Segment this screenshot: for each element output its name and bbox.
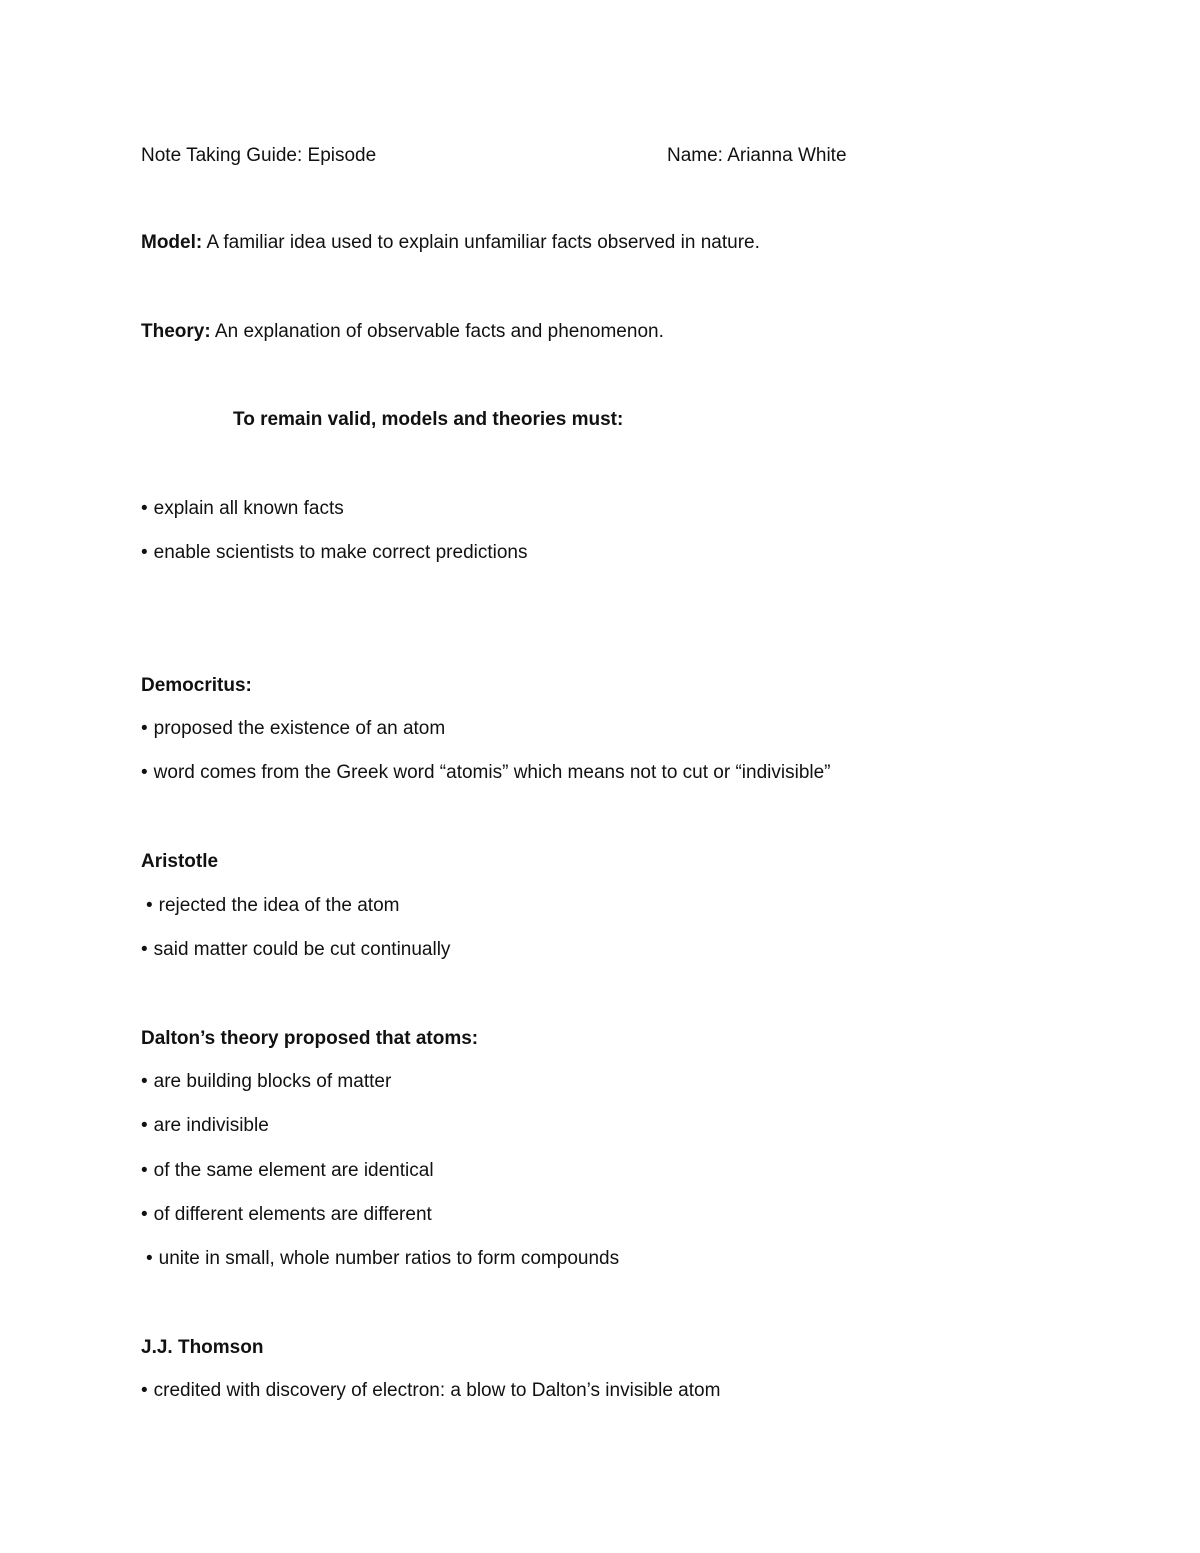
guide-title: Note Taking Guide: Episode xyxy=(141,145,377,166)
model-definition xyxy=(141,231,760,255)
democritus-item: • word comes from the Greek word “atomis” which means not to cut or “indivisible” xyxy=(141,761,831,785)
thomson-heading: J.J. Thomson xyxy=(141,1337,264,1358)
aristotle-item: • said matter could be cut continually xyxy=(141,938,450,962)
dalton-item: • unite in small, whole number ratios to form compounds xyxy=(146,1247,619,1271)
validity-item: • enable scientists to make correct predictions xyxy=(141,541,528,565)
thomson-item: • credited with discovery of electron: a blow to Dalton’s invisible atom xyxy=(141,1379,720,1403)
dalton-item: • are indivisible xyxy=(141,1114,269,1138)
theory-text: An explanation of observable facts and phenomenon. xyxy=(214,321,664,342)
validity-item: • explain all known facts xyxy=(141,497,344,521)
democritus-item: • proposed the existence of an atom xyxy=(141,717,445,741)
democritus-heading: Democritus: xyxy=(141,675,252,696)
dalton-item: • of different elements are different xyxy=(141,1203,432,1227)
theory-term: Theory: xyxy=(141,321,211,342)
aristotle-item: • rejected the idea of the atom xyxy=(146,894,399,918)
model-text: A familiar idea used to explain unfamiliar facts observed in nature. xyxy=(206,232,760,253)
validity-heading: To remain valid, models and theories must: xyxy=(233,409,624,430)
dalton-item: • are building blocks of matter xyxy=(141,1070,391,1094)
theory-definition xyxy=(141,320,664,344)
dalton-item: • of the same element are identical xyxy=(141,1159,434,1183)
aristotle-heading: Aristotle xyxy=(141,851,219,872)
student-name: Name: Arianna White xyxy=(667,145,847,166)
dalton-heading: Dalton’s theory proposed that atoms: xyxy=(141,1028,479,1049)
model-term: Model: xyxy=(141,232,203,253)
